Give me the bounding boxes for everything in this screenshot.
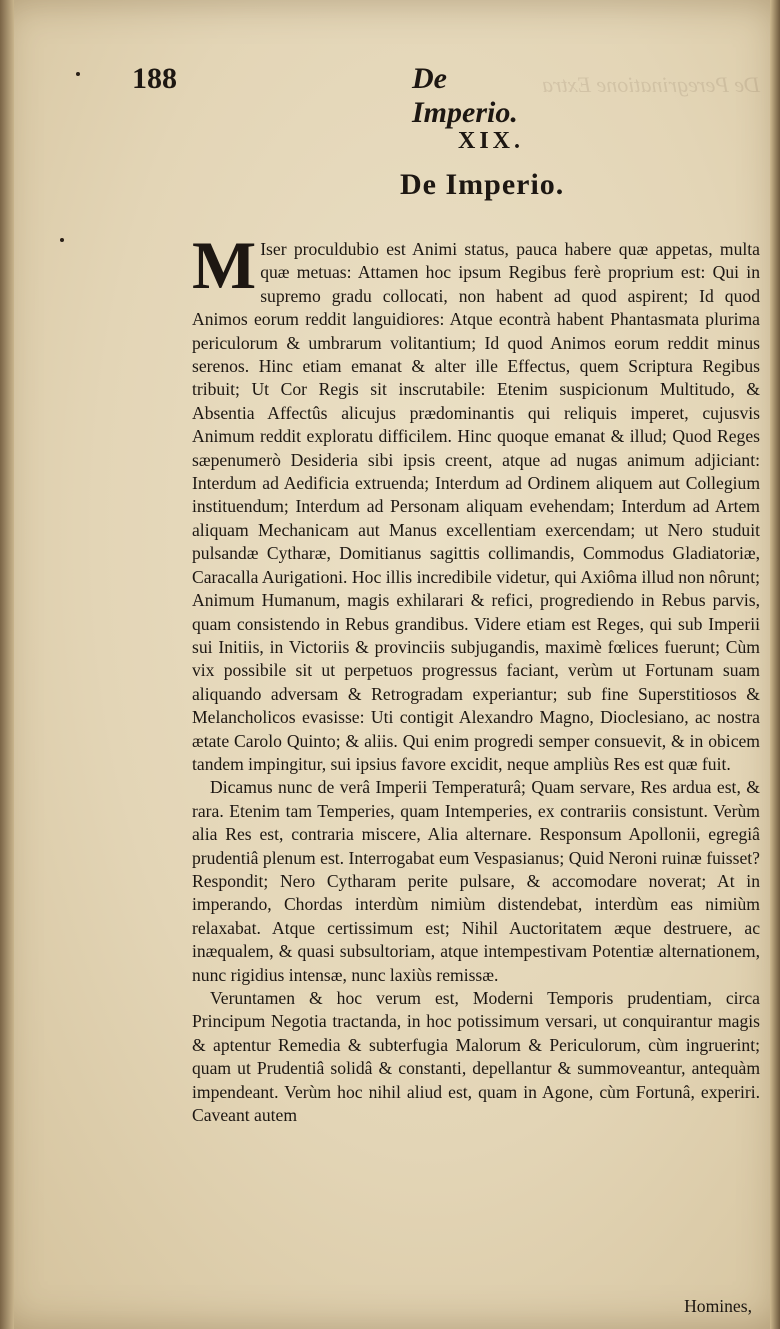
paragraph-1-text: Iser proculdubio est Animi status, pauca habere quæ appetas, multa quæ metuas: Attamen hoc ipsum Regibus ferè proprium est: Qui in supremo gradu collocati, non habent ad quod aspirent; Id quod Animos eorum reddit languidiores: Atque econtrà habent Phantasmata plurima periculorum & umbrarum volitantium; Id quod Animos eorum reddit minus serenos. Hinc etiam emanat & alter ille Effectus, quem Scriptura Regibus tribuit; Ut Cor Regis sit inscrutabile: Etenim suspicionum Multitudo, & Absentia Affectûs alicujus prædominantis qui reliquis imperet, cujusvis Animum reddit exploratu difficilem. Hinc quoque emanat & illud; Quod Reges sæpenumerò Desideria sibi ipsis creent, atque ad nugas animum adjiciant: Interdum ad Aedificia extruenda; Interdum ad Ordinem aliquem aut Collegium instituendum; Interdum ad Personam aliquam evehendam; Interdum ad Artem aliquam Mechanicam aut Manus excellentiam exercendam; ut Nero studuit pulsandæ Cytharæ, Domitianus sagittis collimandis, Commodus Gladiatoriæ, Caracalla Aurigationi. Hoc illis incredibile videtur, qui Axiôma illud non nôrunt; Animum Humanum, magis exhilarari & refici, progrediendo in Rebus parvis, quam consistendo in Rebus grandibus. Videre etiam est Reges, qui sub Imperii sui Initiis, in Victoriis & provinciis subjugandis, maximè fœlices fuerunt; Cùm vix possibile sit ut perpetuos progressus faciant, verùm ut Fortunam suam aliquando adversam & Retrogradam experiantur; sub fine Superstitiosos & Melancholicos evasisse: Uti contigit Alexandro Magno, Dioclesiano, ac nostra ætate Carolo Quinto; & aliis. Qui enim progredi semper consuevit, & in obicem tandem impingitur, sui ipsius favore excidit, neque ampliùs Res est quæ fuit. — [192, 239, 760, 774]
ink-spot — [76, 72, 80, 76]
page-number: 188 — [132, 62, 177, 95]
paragraph-1 — [192, 227, 760, 776]
drop-cap: M — [192, 227, 257, 303]
ink-spot — [60, 238, 64, 242]
catchword: Homines, — [684, 1296, 752, 1316]
bleed-through-decoration: De Peregrinatione Extra — [542, 72, 760, 97]
paragraph-2: Dicamus nunc de verâ Imperii Temperaturâ; Quam servare, Res ardua est, & rara. Etenim tam Temperies, quam Intemperies, ex contrariis consistunt. Verùm alia Res est, contraria miscere, Alia alternare. Responsum Apollonii, egregiâ prudentiâ plenum est. Interrogabat eum Vespasianus; Quid Neroni ruinæ fuisset? Respondit; Nero Cytharam perite pulsare, & accomodare noverat; At in imperando, Chordas interdùm nimiùm distendebat, interdùm eas nimiùm relaxabat. Atque certissimum est; Nihil Auctoritatem æque destruere, ac inæqualem, & quasi subsultoriam, atque intempestivam Potentiæ alternationem, nunc rigidius intensæ, nunc laxiùs remissæ. — [192, 777, 760, 985]
running-title: De Imperio. — [412, 62, 518, 129]
page-edge-shadow — [770, 0, 780, 1329]
chapter-number: XIX. — [458, 128, 525, 154]
paragraph-3: Veruntamen & hoc verum est, Moderni Temporis prudentiam, circa Principum Negotia tractanda, in hoc potissimum versari, ut conquirantur magis & aptentur Remedia & subterfugia Malorum & Periculorum, cùm ingruerint; quam ut Prudentiâ solidâ & constanti, depellantur & summoveantur, antequàm impendeant. Verùm hoc nihil aliud est, quam in Agone, cùm Fortunâ, experiri. Caveant autem — [192, 988, 760, 1126]
body-text — [192, 227, 760, 1127]
page-gutter-shadow — [0, 0, 14, 1329]
page-header — [128, 62, 558, 129]
chapter-title: De Imperio. — [400, 168, 565, 201]
